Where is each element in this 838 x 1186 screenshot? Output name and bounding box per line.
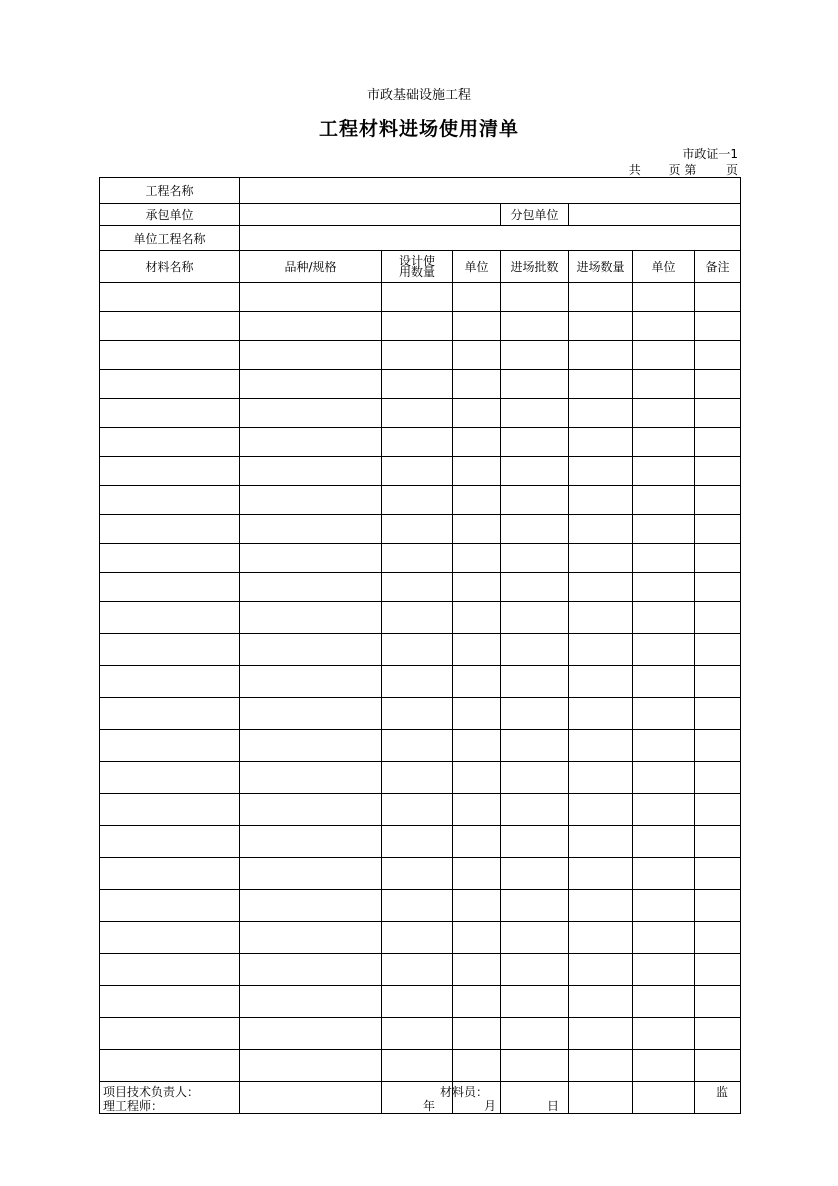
- table-cell[interactable]: [453, 858, 501, 890]
- table-cell[interactable]: [633, 634, 695, 666]
- table-cell[interactable]: [695, 890, 741, 922]
- category-title: 市政基础设施工程: [366, 88, 471, 103]
- table-cell[interactable]: [453, 890, 501, 922]
- table-cell[interactable]: [695, 730, 741, 762]
- day-label: 日: [547, 1099, 560, 1113]
- table-cell[interactable]: [240, 515, 382, 544]
- table-cell[interactable]: [569, 730, 633, 762]
- table-cell[interactable]: [453, 986, 501, 1018]
- contractor-field[interactable]: [240, 204, 501, 226]
- table-cell[interactable]: [695, 1018, 741, 1050]
- table-cell[interactable]: [569, 858, 633, 890]
- year-label: 年: [423, 1099, 436, 1113]
- table-cell[interactable]: [100, 457, 240, 486]
- unit-project-label: 单位工程名称: [100, 226, 240, 251]
- table-cell[interactable]: [633, 698, 695, 730]
- table-cell[interactable]: [453, 515, 501, 544]
- table-cell[interactable]: [453, 666, 501, 698]
- table-cell[interactable]: [382, 954, 453, 986]
- table-cell[interactable]: [633, 399, 695, 428]
- table-cell[interactable]: [695, 794, 741, 826]
- table-cell[interactable]: [695, 341, 741, 370]
- table-cell[interactable]: [100, 544, 240, 573]
- table-cell[interactable]: [501, 986, 569, 1018]
- table-cell[interactable]: [240, 312, 382, 341]
- table-cell[interactable]: [501, 698, 569, 730]
- table-cell[interactable]: [453, 698, 501, 730]
- table-cell[interactable]: [240, 986, 382, 1018]
- table-row: [100, 602, 741, 634]
- table-cell[interactable]: [453, 312, 501, 341]
- table-row: [100, 826, 741, 858]
- table-cell[interactable]: [382, 890, 453, 922]
- col-header-spec: 品种/规格: [240, 251, 382, 283]
- table-cell[interactable]: [633, 341, 695, 370]
- table-cell[interactable]: [633, 515, 695, 544]
- table-cell[interactable]: [382, 399, 453, 428]
- table-cell[interactable]: [453, 954, 501, 986]
- table-row: [100, 666, 741, 698]
- table-cell[interactable]: [695, 515, 741, 544]
- table-cell[interactable]: [453, 573, 501, 602]
- table-cell[interactable]: [100, 573, 240, 602]
- table-cell[interactable]: [569, 515, 633, 544]
- table-cell[interactable]: [501, 486, 569, 515]
- table-cell[interactable]: [501, 858, 569, 890]
- table-cell[interactable]: [633, 666, 695, 698]
- table-cell[interactable]: [240, 1050, 382, 1082]
- form-code: 市政证一1: [682, 147, 738, 161]
- table-cell[interactable]: [633, 1082, 695, 1114]
- col-header-material-name: 材料名称: [100, 251, 240, 283]
- table-cell[interactable]: [633, 730, 695, 762]
- table-cell[interactable]: [240, 634, 382, 666]
- table-cell[interactable]: [100, 794, 240, 826]
- table-cell[interactable]: [382, 666, 453, 698]
- table-cell[interactable]: [569, 890, 633, 922]
- col-header-remarks: 备注: [695, 251, 741, 283]
- table-cell[interactable]: [382, 730, 453, 762]
- table-row: [100, 890, 741, 922]
- table-cell[interactable]: [569, 1082, 633, 1114]
- table-cell[interactable]: [240, 954, 382, 986]
- table-row: [100, 544, 741, 573]
- table-row: [100, 858, 741, 890]
- table-cell[interactable]: [240, 890, 382, 922]
- supervisor-label-part2: 理工程师：: [103, 1099, 164, 1113]
- table-row: [100, 312, 741, 341]
- table-cell[interactable]: [569, 762, 633, 794]
- supervisor-label-part1: 监: [716, 1085, 729, 1099]
- table-cell[interactable]: [695, 370, 741, 399]
- table-cell[interactable]: [695, 986, 741, 1018]
- page-unit-label: 页: [668, 163, 681, 177]
- table-cell[interactable]: [695, 457, 741, 486]
- table-cell[interactable]: [453, 1050, 501, 1082]
- table-cell[interactable]: [695, 1050, 741, 1082]
- table-cell[interactable]: [240, 666, 382, 698]
- material-clerk-signature-label: 材料员：: [440, 1085, 489, 1099]
- table-cell[interactable]: [569, 666, 633, 698]
- table-cell[interactable]: [633, 922, 695, 954]
- material-list-form: [99, 177, 741, 1114]
- table-cell[interactable]: [240, 457, 382, 486]
- table-cell[interactable]: [240, 602, 382, 634]
- table-cell[interactable]: [695, 698, 741, 730]
- table-cell[interactable]: [569, 283, 633, 312]
- table-row: [100, 634, 741, 666]
- table-row: [100, 341, 741, 370]
- table-cell[interactable]: [695, 666, 741, 698]
- table-row: [100, 370, 741, 399]
- table-cell[interactable]: [100, 370, 240, 399]
- table-cell[interactable]: [382, 544, 453, 573]
- table-row: [100, 283, 741, 312]
- table-row: [100, 1018, 741, 1050]
- table-cell[interactable]: [382, 698, 453, 730]
- table-row: [100, 1050, 741, 1082]
- table-cell[interactable]: [501, 312, 569, 341]
- table-cell[interactable]: [240, 858, 382, 890]
- table-cell[interactable]: [633, 602, 695, 634]
- table-cell[interactable]: [453, 794, 501, 826]
- table-cell[interactable]: [382, 457, 453, 486]
- table-cell[interactable]: [100, 1018, 240, 1050]
- table-cell[interactable]: [569, 1050, 633, 1082]
- table-cell[interactable]: [382, 1018, 453, 1050]
- table-cell[interactable]: [569, 428, 633, 457]
- table-row: [100, 762, 741, 794]
- col-header-design-qty-line1: 设计使: [398, 253, 435, 268]
- table-cell[interactable]: [100, 762, 240, 794]
- table-cell[interactable]: [501, 890, 569, 922]
- table-cell[interactable]: [501, 573, 569, 602]
- table-cell[interactable]: [453, 399, 501, 428]
- table-cell[interactable]: [695, 762, 741, 794]
- table-cell[interactable]: [501, 666, 569, 698]
- table-cell[interactable]: [382, 515, 453, 544]
- table-cell[interactable]: [240, 730, 382, 762]
- table-cell[interactable]: [501, 730, 569, 762]
- table-cell[interactable]: [695, 826, 741, 858]
- table-cell[interactable]: [100, 312, 240, 341]
- table-cell[interactable]: [569, 399, 633, 428]
- table-cell[interactable]: [382, 370, 453, 399]
- table-cell[interactable]: [453, 1018, 501, 1050]
- table-cell[interactable]: [453, 922, 501, 954]
- table-cell[interactable]: [100, 698, 240, 730]
- table-cell[interactable]: [633, 826, 695, 858]
- table-cell[interactable]: [569, 544, 633, 573]
- table-row: [100, 486, 741, 515]
- col-header-design-qty: [382, 251, 453, 283]
- table-cell[interactable]: [382, 1050, 453, 1082]
- table-cell[interactable]: [501, 370, 569, 399]
- page-total-label: 共: [628, 163, 641, 177]
- unit-project-field[interactable]: [240, 226, 741, 251]
- table-cell[interactable]: [501, 399, 569, 428]
- table-cell[interactable]: [100, 341, 240, 370]
- table-cell[interactable]: [382, 634, 453, 666]
- table-cell[interactable]: [633, 890, 695, 922]
- table-cell[interactable]: [100, 515, 240, 544]
- table-cell[interactable]: [569, 312, 633, 341]
- table-cell[interactable]: [100, 428, 240, 457]
- table-cell[interactable]: [453, 544, 501, 573]
- column-header-row: [100, 251, 741, 283]
- table-row: [100, 515, 741, 544]
- table-row: [100, 428, 741, 457]
- table-row: [100, 986, 741, 1018]
- table-cell[interactable]: [240, 1018, 382, 1050]
- table-cell[interactable]: [569, 370, 633, 399]
- table-cell[interactable]: [240, 544, 382, 573]
- table-cell[interactable]: [100, 730, 240, 762]
- table-cell[interactable]: [100, 283, 240, 312]
- table-cell[interactable]: [240, 283, 382, 312]
- table-cell[interactable]: [569, 954, 633, 986]
- table-cell[interactable]: [569, 341, 633, 370]
- table-cell[interactable]: [382, 858, 453, 890]
- table-cell[interactable]: [633, 573, 695, 602]
- table-cell[interactable]: [501, 283, 569, 312]
- table-cell[interactable]: [240, 1082, 382, 1114]
- table-cell[interactable]: [100, 634, 240, 666]
- table-cell[interactable]: [240, 428, 382, 457]
- table-cell[interactable]: [633, 457, 695, 486]
- table-cell[interactable]: [382, 573, 453, 602]
- table-cell[interactable]: [100, 1050, 240, 1082]
- table-cell[interactable]: [633, 486, 695, 515]
- table-cell[interactable]: [501, 1018, 569, 1050]
- table-cell[interactable]: [501, 515, 569, 544]
- col-header-unit: 单位: [453, 251, 501, 283]
- col-header-design-qty-line2: 用数量: [398, 264, 435, 279]
- table-row: [100, 730, 741, 762]
- table-cell[interactable]: [100, 826, 240, 858]
- project-name-label: 工程名称: [100, 178, 240, 204]
- table-row: [100, 922, 741, 954]
- table-cell[interactable]: [633, 794, 695, 826]
- table-cell[interactable]: [100, 954, 240, 986]
- table-cell[interactable]: [501, 341, 569, 370]
- table-cell[interactable]: [382, 794, 453, 826]
- table-cell[interactable]: [695, 312, 741, 341]
- table-cell[interactable]: [695, 954, 741, 986]
- table-cell[interactable]: [695, 573, 741, 602]
- table-cell[interactable]: [501, 602, 569, 634]
- table-cell[interactable]: [382, 341, 453, 370]
- table-cell[interactable]: [695, 602, 741, 634]
- table-cell[interactable]: [633, 1018, 695, 1050]
- table-cell[interactable]: [633, 762, 695, 794]
- table-cell[interactable]: [453, 730, 501, 762]
- table-cell[interactable]: [633, 858, 695, 890]
- table-cell[interactable]: [501, 634, 569, 666]
- table-cell[interactable]: [569, 698, 633, 730]
- table-cell[interactable]: [501, 954, 569, 986]
- table-cell[interactable]: [633, 283, 695, 312]
- table-cell[interactable]: [382, 283, 453, 312]
- table-cell[interactable]: [569, 794, 633, 826]
- project-name-field[interactable]: [240, 178, 741, 204]
- table-cell[interactable]: [633, 312, 695, 341]
- table-cell[interactable]: [240, 399, 382, 428]
- table-cell[interactable]: [382, 762, 453, 794]
- page-title: 工程材料进场使用清单: [318, 118, 519, 140]
- table-cell[interactable]: [633, 1050, 695, 1082]
- table-row: [100, 573, 741, 602]
- table-cell[interactable]: [240, 762, 382, 794]
- table-cell[interactable]: [453, 486, 501, 515]
- table-cell[interactable]: [501, 544, 569, 573]
- table-cell[interactable]: [100, 666, 240, 698]
- table-cell[interactable]: [240, 794, 382, 826]
- table-cell[interactable]: [695, 486, 741, 515]
- table-cell[interactable]: [453, 762, 501, 794]
- table-cell[interactable]: [240, 341, 382, 370]
- table-cell[interactable]: [100, 602, 240, 634]
- col-header-unit-2: 单位: [633, 251, 695, 283]
- table-cell[interactable]: [695, 922, 741, 954]
- table-cell[interactable]: [240, 486, 382, 515]
- table-cell[interactable]: [240, 573, 382, 602]
- table-cell[interactable]: [695, 544, 741, 573]
- tech-lead-signature-label: 项目技术负责人：: [103, 1085, 200, 1099]
- table-cell[interactable]: [100, 486, 240, 515]
- table-cell[interactable]: [100, 399, 240, 428]
- table-cell[interactable]: [695, 283, 741, 312]
- col-header-batches: 进场批数: [501, 251, 569, 283]
- table-cell[interactable]: [100, 986, 240, 1018]
- table-cell[interactable]: [569, 986, 633, 1018]
- table-cell[interactable]: [382, 486, 453, 515]
- table-cell[interactable]: [382, 826, 453, 858]
- month-label: 月: [484, 1099, 497, 1113]
- table-cell[interactable]: [453, 634, 501, 666]
- table-cell[interactable]: [633, 370, 695, 399]
- table-row: [100, 399, 741, 428]
- table-cell[interactable]: [240, 922, 382, 954]
- page-counter: [629, 161, 738, 178]
- table-cell[interactable]: [453, 602, 501, 634]
- table-cell[interactable]: [501, 922, 569, 954]
- table-cell[interactable]: [695, 399, 741, 428]
- table-cell[interactable]: [453, 341, 501, 370]
- table-cell[interactable]: [240, 826, 382, 858]
- col-header-entry-qty: 进场数量: [569, 251, 633, 283]
- table-cell[interactable]: [569, 602, 633, 634]
- table-row: [100, 457, 741, 486]
- table-cell[interactable]: [569, 573, 633, 602]
- table-cell[interactable]: [633, 544, 695, 573]
- table-cell[interactable]: [569, 826, 633, 858]
- table-row: [100, 794, 741, 826]
- table-cell[interactable]: [240, 370, 382, 399]
- page-unit-label-2: 页: [725, 163, 738, 177]
- table-cell[interactable]: [100, 890, 240, 922]
- table-cell[interactable]: [501, 794, 569, 826]
- table-cell[interactable]: [100, 922, 240, 954]
- table-cell[interactable]: [569, 1018, 633, 1050]
- contractor-label: 承包单位: [100, 204, 240, 226]
- table-cell[interactable]: [382, 922, 453, 954]
- table-cell[interactable]: [453, 283, 501, 312]
- table-cell[interactable]: [453, 826, 501, 858]
- table-cell[interactable]: [382, 428, 453, 457]
- table-cell[interactable]: [695, 858, 741, 890]
- table-cell[interactable]: [453, 457, 501, 486]
- table-cell[interactable]: [100, 858, 240, 890]
- table-cell[interactable]: [633, 954, 695, 986]
- table-cell[interactable]: [501, 762, 569, 794]
- table-cell[interactable]: [569, 922, 633, 954]
- table-cell[interactable]: [382, 986, 453, 1018]
- table-cell[interactable]: [633, 986, 695, 1018]
- table-cell[interactable]: [453, 370, 501, 399]
- table-cell[interactable]: [382, 312, 453, 341]
- table-cell[interactable]: [453, 428, 501, 457]
- table-row: [100, 698, 741, 730]
- table-cell[interactable]: [501, 1050, 569, 1082]
- table-cell[interactable]: [501, 428, 569, 457]
- table-cell[interactable]: [695, 428, 741, 457]
- subcontractor-label: 分包单位: [501, 204, 569, 226]
- table-cell[interactable]: [633, 428, 695, 457]
- table-cell[interactable]: [569, 634, 633, 666]
- table-cell[interactable]: [569, 486, 633, 515]
- page-no-label: 第: [684, 163, 697, 177]
- table-cell[interactable]: [501, 457, 569, 486]
- table-row: [100, 954, 741, 986]
- table-cell[interactable]: [382, 602, 453, 634]
- subcontractor-field[interactable]: [569, 204, 741, 226]
- table-cell[interactable]: [569, 457, 633, 486]
- table-cell[interactable]: [240, 698, 382, 730]
- table-cell[interactable]: [501, 826, 569, 858]
- table-cell[interactable]: [695, 634, 741, 666]
